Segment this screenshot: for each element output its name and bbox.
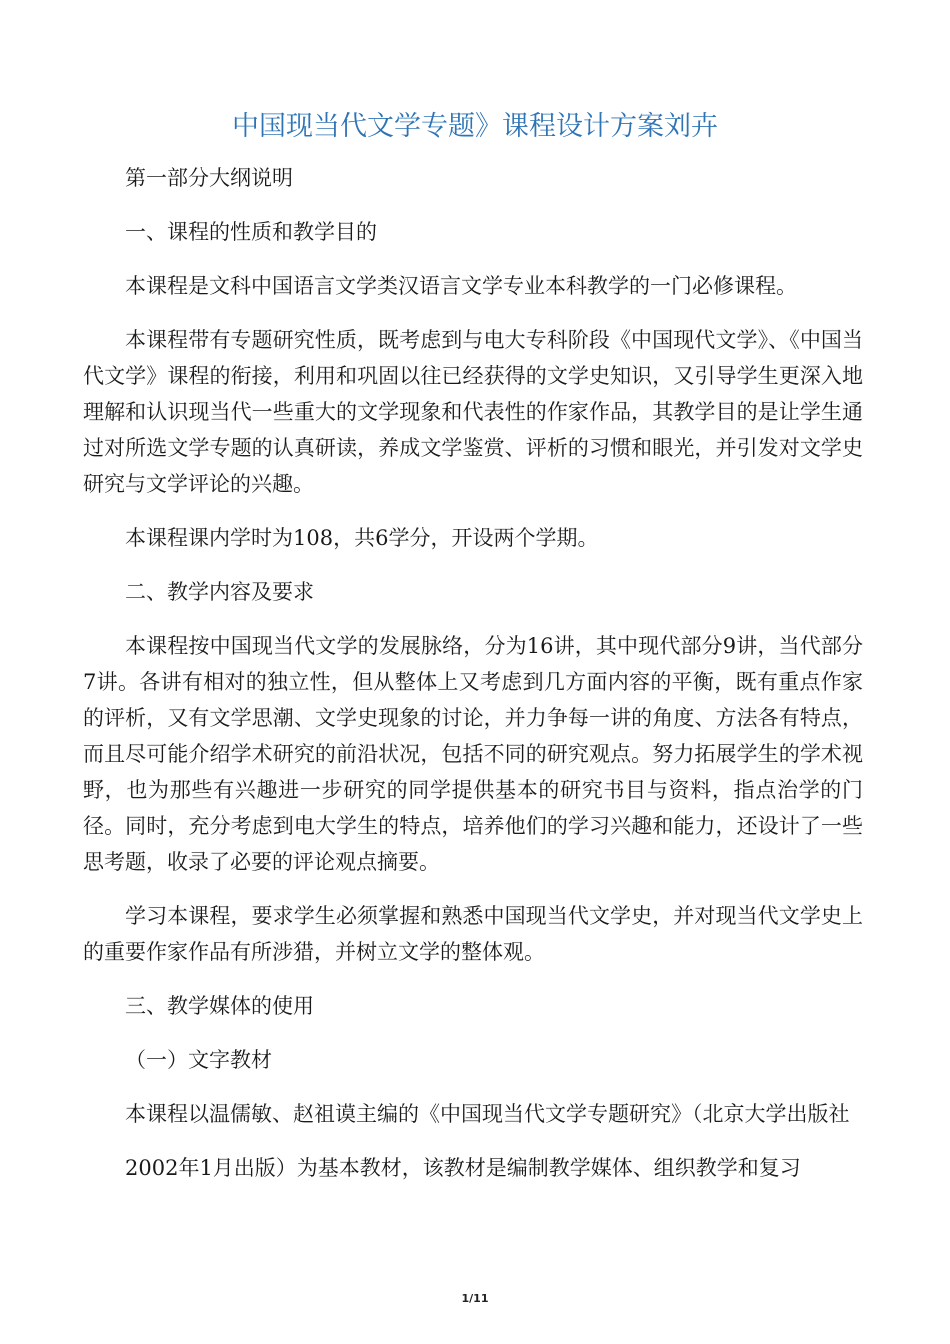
paragraph: 本课程是文科中国语言文学类汉语言文学专业本科教学的一门必修课程。 — [125, 274, 797, 298]
document-body — [83, 160, 863, 1204]
paragraph: 本课程带有专题研究性质，既考虑到与电大专科阶段《中国现代文学》、《中国当代文学》课程的衔接，利用和巩固以往已经获得的文学史知识，又引导学生更深入地理解和认识现当代一些重大的文学现象和代表性的作家作品，其教学目的是让学生通过对所选文学专题的认真研读，养成文学鉴赏、评析的习惯和眼光，并引发对文学史研究与文学评论的兴趣。 — [83, 328, 863, 496]
paragraph: 本课程以温儒敏、赵祖谟主编的《中国现当代文学专题研究》（北京大学出版社 — [125, 1102, 850, 1126]
paragraph: 学习本课程，要求学生必须掌握和熟悉中国现当代文学史，并对现当代文学史上的重要作家作品有所涉猎，并树立文学的整体观。 — [83, 904, 863, 964]
page-number: 1/11 — [461, 1292, 489, 1305]
part-heading: 第一部分大纲说明 — [125, 166, 293, 190]
section-heading-content: 二、教学内容及要求 — [125, 580, 314, 604]
paragraph: 本课程课内学时为108，共6学分，开设两个学期。 — [125, 526, 599, 550]
document-title: 中国现当代文学专题》课程设计方案刘卉 — [232, 111, 718, 142]
section-heading-nature: 一、课程的性质和教学目的 — [125, 220, 377, 244]
paragraph: 2002年1月出版）为基本教材，该教材是编制教学媒体、组织教学和复习 — [125, 1156, 801, 1180]
paragraph: 本课程按中国现当代文学的发展脉络，分为16讲，其中现代部分9讲，当代部分7讲。各讲有相对的独立性，但从整体上又考虑到几方面内容的平衡，既有重点作家的评析，又有文学思潮、文学史现象的讨论，并力争每一讲的角度、方法各有特点，而且尽可能介绍学术研究的前沿状况，包括不同的研究观点。努力拓展学生的学术视野，也为那些有兴趣进一步研究的同学提供基本的研究书目与资料，指点治学的门径。同时，充分考虑到电大学生的特点，培养他们的学习兴趣和能力，还设计了一些思考题，收录了必要的评论观点摘要。 — [83, 634, 863, 874]
subsection-heading-text: （一）文字教材 — [125, 1048, 272, 1072]
section-heading-media: 三、教学媒体的使用 — [125, 994, 314, 1018]
